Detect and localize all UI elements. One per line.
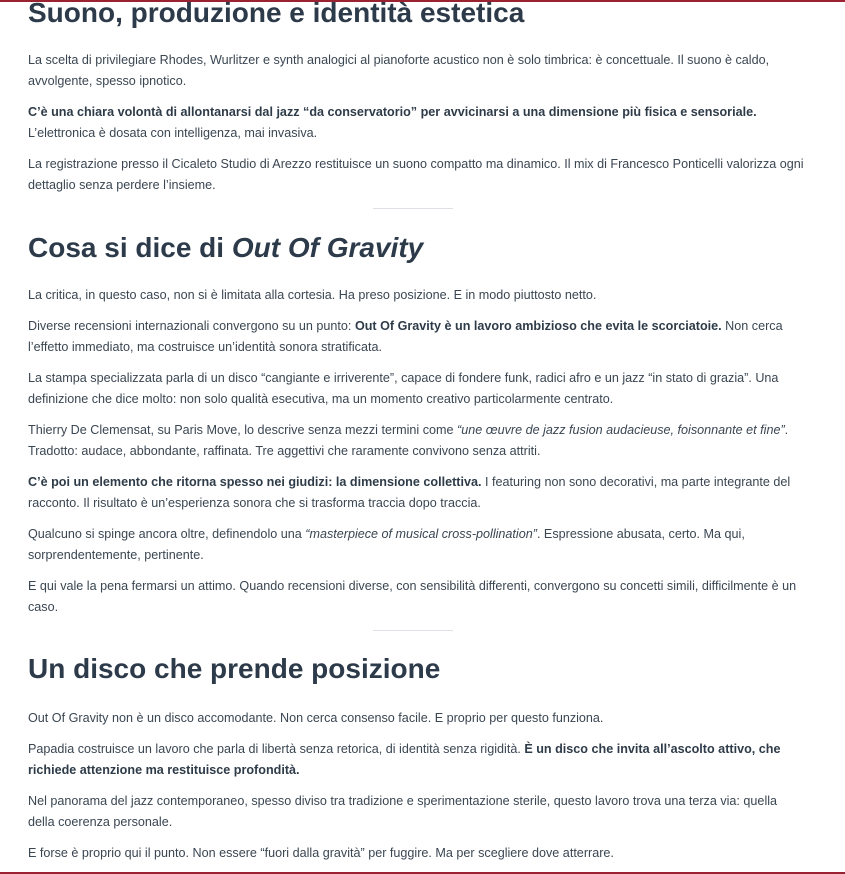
quote: “une œuvre de jazz fusion audacieuse, foisonnante et fine”	[457, 423, 785, 437]
text: Qualcuno si spinge ancora oltre, definendolo una	[28, 527, 306, 541]
album-title: Out Of Gravity	[231, 232, 424, 263]
paragraph: La registrazione presso il Cicaleto Studio di Arezzo restituisce un suono compatto ma dinamico. Il mix di Francesco Ponticelli valorizza ogni dettaglio senza perdere l’insieme.	[28, 157, 804, 192]
paragraph	[28, 420, 804, 462]
paragraph	[28, 472, 804, 514]
text: Diverse recensioni internazionali convergono su un punto:	[28, 319, 355, 333]
paragraph	[28, 524, 804, 566]
bold-text: Out Of Gravity è un lavoro ambizioso che evita le scorciatoie.	[354, 319, 722, 333]
heading-un-disco: Un disco che prende posizione	[28, 653, 441, 684]
text: . Espressione abusata, certo. Ma qui, sorprendentemente, pertinente.	[28, 527, 745, 562]
paragraph: La scelta di privilegiare Rhodes, Wurlitzer e synth analogici al pianoforte acustico non è solo timbrica: è concettuale. Il suono è caldo, avvolgente, spesso ipnotico.	[28, 53, 770, 88]
section-divider	[373, 208, 453, 209]
heading-suono-produzione: Suono, produzione e identità estetica	[28, 0, 525, 28]
paragraph: La stampa specializzata parla di un disco “cangiante e irriverente”, capace di fondere funk, radici afro e un jazz “in stato di grazia”. Una definizione che dice molto: non solo qualità esecutiva, ma un momento creativo particolarmente centrato.	[28, 371, 779, 406]
paragraph: La critica, in questo caso, non si è limitata alla cortesia. Ha preso posizione. E in modo piuttosto netto.	[28, 288, 597, 302]
text: . Tradotto: audace, abbondante, raffinata. Tre aggettivi che raramente convivono senza attriti.	[28, 423, 789, 458]
paragraph	[28, 102, 804, 144]
paragraph	[28, 739, 804, 781]
quote: “masterpiece of musical cross-pollination”	[305, 527, 537, 541]
bold-text: C’è una chiara volontà di allontanarsi dal jazz “da conservatorio” per avvicinarsi a una dimensione più fisica e sensoriale.	[28, 105, 757, 119]
paragraph: E forse è proprio qui il punto. Non essere “fuori dalla gravità” per fuggire. Ma per scegliere dove atterrare.	[28, 846, 614, 860]
heading-text: Cosa si dice di	[28, 232, 232, 263]
text: I featuring non sono decorativi, ma parte integrante del racconto. Il risultato è un’esperienza sonora che si trasforma traccia dopo traccia.	[28, 475, 791, 510]
text: L’elettronica è dosata con intelligenza, mai invasiva.	[28, 126, 318, 140]
paragraph: Nel panorama del jazz contemporaneo, spesso diviso tra tradizione e sperimentazione sterile, questo lavoro trova una terza via: quella della coerenza personale.	[28, 794, 778, 829]
section-divider	[373, 630, 453, 631]
heading-cosa-si-dice	[28, 226, 804, 270]
text: Thierry De Clemensat, su Paris Move, lo descrive senza mezzi termini come	[28, 423, 458, 437]
article-body	[28, 0, 804, 874]
paragraph	[28, 316, 804, 358]
bold-text: C’è poi un elemento che ritorna spesso nei giudizi: la dimensione collettiva.	[28, 475, 482, 489]
text: Non cerca l’effetto immediato, ma costruisce un’identità sonora stratificata.	[28, 319, 783, 354]
paragraph: E qui vale la pena fermarsi un attimo. Quando recensioni diverse, con sensibilità differenti, convergono su concetti simili, difficilmente è un caso.	[28, 579, 797, 614]
bold-text: È un disco che invita all’ascolto attivo, che richiede attenzione ma restituisce profondità.	[28, 742, 781, 777]
text: Papadia costruisce un lavoro che parla di libertà senza retorica, di identità senza rigidità.	[28, 742, 525, 756]
paragraph: Out Of Gravity non è un disco accomodante. Non cerca consenso facile. E proprio per questo funziona.	[28, 711, 604, 725]
